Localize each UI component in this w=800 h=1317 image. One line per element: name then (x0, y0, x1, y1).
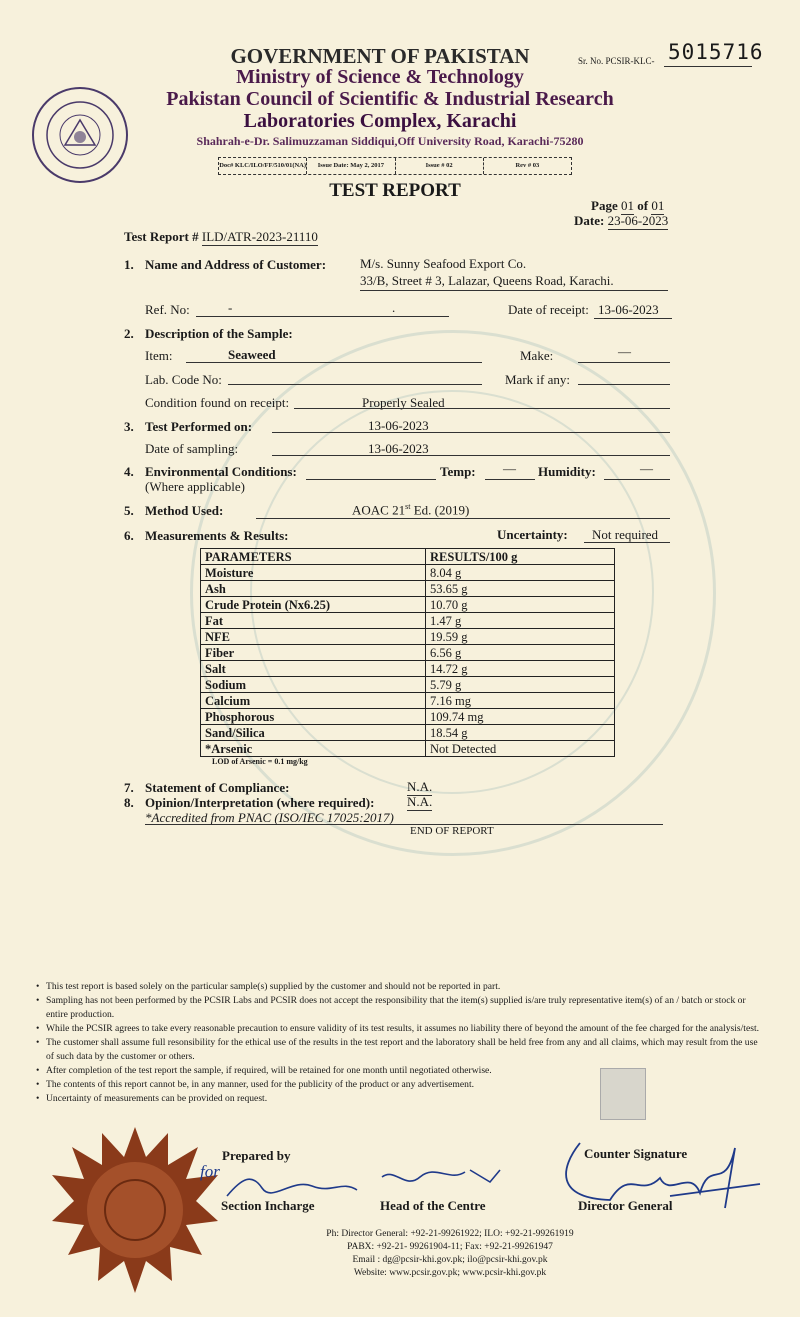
ref-value: - (228, 300, 233, 315)
page-total: 01 (651, 198, 665, 213)
date-label: Date: (574, 213, 605, 228)
director-general-label: Director General (578, 1198, 673, 1213)
table-row (201, 725, 615, 741)
condition-underline (294, 408, 670, 409)
test-performed-value: 13-06-2023 (368, 418, 429, 433)
result-cell: 7.16 mg (426, 693, 615, 709)
header-parameters: PARAMETERS (201, 549, 426, 565)
ref-dot: . (392, 300, 396, 315)
humidity-label: Humidity: (538, 464, 596, 479)
receipt-label: Date of receipt: (508, 302, 589, 317)
list-item: • This test report is based solely on the particular sample(s) supplied by the customer and should not be reported in part. (36, 980, 766, 994)
header-labs: Laboratories Complex, Karachi (243, 110, 517, 132)
param-cell: *Arsenic (201, 741, 426, 757)
accreditation-underline (145, 824, 663, 825)
list-item: • While the PCSIR agrees to take every reasonable precaution to ensure validity of its test results, it assumes no liability there of beyond the amount of the fee charged for the analysis/test. (36, 1022, 766, 1036)
section-2-number: 2. (124, 326, 134, 341)
make-underline (578, 362, 670, 363)
contact-info (300, 1228, 600, 1280)
customer-name: M/s. Sunny Seafood Export Co. (360, 256, 527, 271)
table-row (201, 581, 615, 597)
result-cell: 8.04 g (426, 565, 615, 581)
lod-note: LOD of Arsenic = 0.1 mg/kg (212, 757, 308, 766)
result-cell: 53.65 g (426, 581, 615, 597)
compliance-label: Statement of Compliance: (145, 780, 290, 795)
table-row (201, 709, 615, 725)
param-cell: NFE (201, 629, 426, 645)
page-label: Page (591, 198, 618, 213)
contact-phone: Ph: Director General: +92-21-99261922; ILO: +92-21-99261919 (326, 1229, 574, 1239)
sampling-label: Date of sampling: (145, 441, 239, 456)
report-date (574, 213, 668, 230)
test-performed-label: Test Performed on: (145, 419, 253, 434)
sample-label: Description of the Sample: (145, 326, 293, 341)
table-row (201, 629, 615, 645)
uncertainty-underline (584, 542, 670, 543)
test-performed-underline (272, 432, 670, 433)
ref-label: Ref. No: (145, 302, 190, 317)
section-5-number: 5. (124, 503, 134, 518)
head-of-centre-label: Head of the Centre (380, 1198, 486, 1213)
head-signature (380, 1162, 510, 1192)
sr-no-label: Sr. No. PCSIR-KLC- (578, 56, 655, 66)
method-underline (256, 518, 670, 519)
make-value: — (618, 344, 631, 359)
lab-code-label: Lab. Code No: (145, 372, 222, 387)
table-row (201, 645, 615, 661)
uncertainty-value: Not required (592, 527, 659, 542)
param-cell: Salt (201, 661, 426, 677)
param-cell: Fat (201, 613, 426, 629)
table-row (201, 613, 615, 629)
measurement-label: Measurements & Results: (145, 528, 289, 543)
header-government: GOVERNMENT OF PAKISTAN (230, 44, 530, 68)
humidity-underline (604, 479, 670, 480)
param-cell: Fiber (201, 645, 426, 661)
counter-signature-label: Counter Signature (584, 1146, 688, 1161)
result-cell: 1.47 g (426, 613, 615, 629)
env-label: Environmental Conditions: (145, 464, 297, 479)
section-7-number: 7. (124, 780, 134, 795)
method-edition: Ed. (2019) (410, 502, 470, 518)
compliance-value: N.A. (407, 779, 433, 794)
section-6-number: 6. (124, 528, 134, 543)
humidity-value: — (640, 461, 653, 476)
mark-underline (578, 384, 670, 385)
result-cell: 109.74 mg (426, 709, 615, 725)
page-of: of (637, 198, 649, 213)
env-sub: (Where applicable) (145, 479, 245, 494)
table-row (201, 661, 615, 677)
doc-number: Doc# KLC/ILO/FF/510/01(NA) (219, 158, 307, 174)
table-row (201, 677, 615, 693)
list-item: • The customer shall assume full resonsibility for the ethical use of the results in the test report and the laboratory shall be held free from any and all claims, which may result from the use of such data by the customer or others. (36, 1036, 766, 1064)
end-of-report: END OF REPORT (410, 825, 494, 837)
contact-website: Website: www.pcsir.gov.pk; www.pcsir-khi.gov.pk (353, 1268, 547, 1278)
result-cell: 19.59 g (426, 629, 615, 645)
lab-code-underline (228, 384, 482, 385)
method-label: Method Used: (145, 503, 224, 518)
wax-seal-icon (50, 1125, 220, 1295)
customer-underline (360, 290, 668, 291)
temp-label: Temp: (440, 464, 476, 479)
page-current: 01 (620, 198, 634, 213)
customer-address: 33/B, Street # 3, Lalazar, Queens Road, Karachi. (360, 273, 614, 288)
results-table (200, 548, 615, 757)
item-underline (186, 362, 482, 363)
issue-number: Issue # 02 (396, 158, 484, 174)
result-cell: 18.54 g (426, 725, 615, 741)
issue-date: Issue Date: May 2, 2017 (307, 158, 395, 174)
disclaimer-notes (36, 980, 766, 1106)
document-control-box (218, 157, 572, 175)
param-cell: Ash (201, 581, 426, 597)
sr-no-underline (664, 66, 752, 67)
header-ministry: Ministry of Science & Technology (236, 66, 524, 88)
table-row (201, 597, 615, 613)
param-cell: Calcium (201, 693, 426, 709)
customer-label: Name and Address of Customer: (145, 257, 327, 272)
param-cell: Sand/Silica (201, 725, 426, 741)
temp-value: — (503, 461, 516, 476)
report-no-label: Test Report # (124, 229, 199, 244)
opinion-label: Opinion/Interpretation (where required): (145, 795, 375, 810)
section-8-number: 8. (124, 795, 134, 810)
item-value: Seaweed (228, 347, 276, 362)
method-name: AOAC 21 (352, 502, 406, 518)
date-value: 23-06-2023 (607, 213, 669, 228)
rev-number: Rev # 03 (515, 162, 540, 169)
receipt-value: 13-06-2023 (598, 302, 659, 317)
header-council: Pakistan Council of Scientific & Industrial Research (166, 88, 614, 110)
section-4-number: 4. (124, 464, 134, 479)
result-cell: 5.79 g (426, 677, 615, 693)
receipt-underline (594, 318, 672, 319)
hologram-sticker (600, 1068, 646, 1120)
header-results: RESULTS/100 g (426, 549, 615, 565)
item-label: Item: (145, 348, 173, 363)
method-value (352, 502, 469, 518)
test-report-number (124, 229, 318, 246)
list-item: • The contents of this report cannot be, in any manner, used for the publicity of the product or any advertisement. (36, 1078, 766, 1092)
mark-label: Mark if any: (505, 372, 570, 387)
result-cell: 10.70 g (426, 597, 615, 613)
prepared-by-label: Prepared by (222, 1148, 291, 1163)
section-1-number: 1. (124, 257, 134, 272)
result-cell: 6.56 g (426, 645, 615, 661)
result-cell: 14.72 g (426, 661, 615, 677)
section-3-number: 3. (124, 419, 134, 434)
param-cell: Phosphorous (201, 709, 426, 725)
for-note: for (200, 1162, 220, 1181)
list-item: • Sampling has not been performed by the PCSIR Labs and PCSIR does not accept the responsibility that the item(s) supplied is/are truly representative item(s) of an / batch or stock or entire production. (36, 994, 766, 1022)
table-row (201, 565, 615, 581)
param-cell: Crude Protein (Nx6.25) (201, 597, 426, 613)
header-address: Shahrah-e-Dr. Salimuzzaman Siddiqui,Off University Road, Karachi-75280 (196, 134, 584, 148)
section-incharge-label: Section Incharge (221, 1198, 315, 1213)
table-row (201, 741, 615, 757)
opinion-value: N.A. (407, 794, 433, 809)
uncertainty-label: Uncertainty: (497, 527, 568, 542)
sampling-underline (272, 455, 670, 456)
make-label: Make: (520, 348, 554, 363)
param-cell: Sodium (201, 677, 426, 693)
condition-label: Condition found on receipt: (145, 395, 290, 410)
contact-pabx: PABX: +92-21- 99261904-11; Fax: +92-21-99261947 (347, 1242, 553, 1252)
sampling-value: 13-06-2023 (368, 441, 429, 456)
param-cell: Moisture (201, 565, 426, 581)
sr-no-value: 5015716 (668, 40, 764, 64)
temp-underline (485, 479, 535, 480)
result-cell: Not Detected (426, 741, 615, 757)
report-no-value: ILD/ATR-2023-21110 (201, 229, 318, 244)
table-row (201, 693, 615, 709)
method-sup: st (405, 502, 411, 511)
condition-value: Properly Sealed (362, 395, 445, 410)
env-underline (306, 479, 436, 480)
results-header-row (201, 549, 615, 565)
report-title: TEST REPORT (329, 180, 461, 201)
ref-underline (196, 316, 449, 317)
contact-email: Email : dg@pcsir-khi.gov.pk; ilo@pcsir-khi.gov.pk (352, 1255, 548, 1265)
list-item: • After completion of the test report the sample, if required, will be retained for one month until negotiated otherwise. (36, 1064, 766, 1078)
list-item: • Uncertainty of measurements can be provided on request. (36, 1092, 766, 1106)
accreditation-note: *Accredited from PNAC (ISO/IEC 17025:2017) (145, 810, 394, 825)
